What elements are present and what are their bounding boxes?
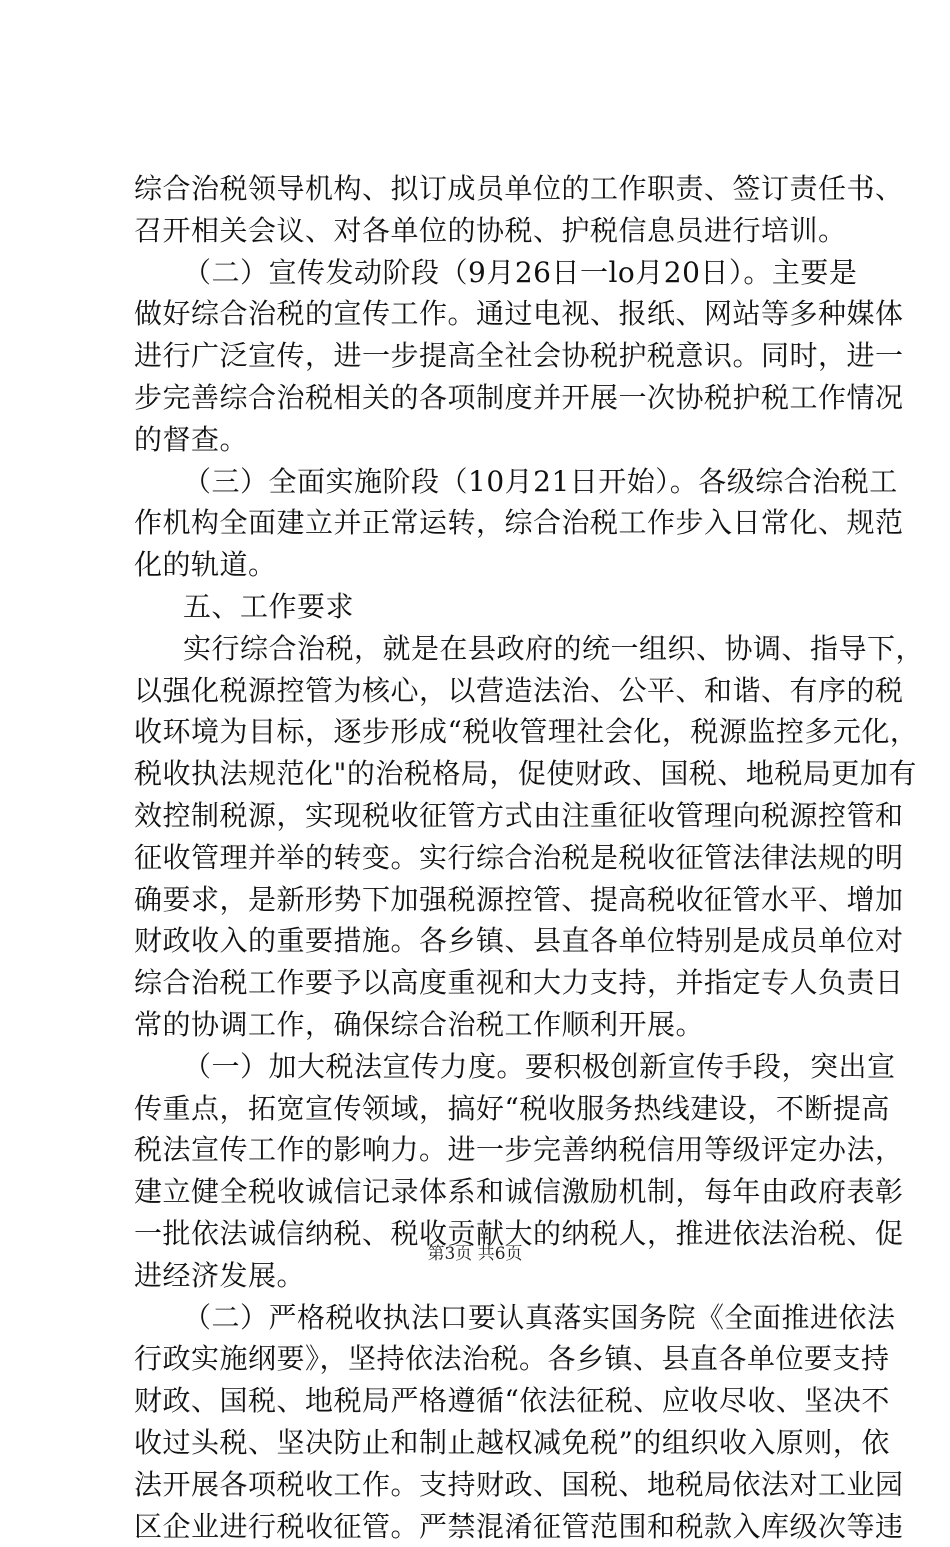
text-line: 效控制税源，实现税收征管方式由注重征收管理向税源控管和 bbox=[134, 795, 834, 837]
text-line: 实行综合治税，就是在县政府的统一组织、协调、指导下， bbox=[134, 628, 834, 670]
text-line: 进经济发展。 bbox=[134, 1255, 834, 1297]
text-line: （二）严格税收执法口要认真落实国务院《全面推进依法 bbox=[134, 1297, 834, 1339]
text-line: 税收执法规范化"的治税格局，促使财政、国税、地税局更加有 bbox=[134, 753, 834, 795]
text-line: 建立健全税收诚信记录体系和诚信激励机制，每年由政府表彰 bbox=[134, 1171, 834, 1213]
text-line: 税法宣传工作的影响力。进一步完善纳税信用等级评定办法， bbox=[134, 1129, 834, 1171]
text-line: 征收管理并举的转变。实行综合治税是税收征管法律法规的明 bbox=[134, 837, 834, 879]
text-line: 收环境为目标，逐步形成“税收管理社会化，税源监控多元化， bbox=[134, 711, 834, 753]
text-line: 综合治税工作要予以高度重视和大力支持，并指定专人负责日 bbox=[134, 962, 834, 1004]
document-body bbox=[134, 168, 834, 1547]
text-line: 法开展各项税收工作。支持财政、国税、地税局依法对工业园 bbox=[134, 1464, 834, 1506]
text-line: 五、工作要求 bbox=[134, 586, 834, 628]
text-line: 一批依法诚信纳税、税收贡献大的纳税人，推进依法治税、促 bbox=[134, 1213, 834, 1255]
page-footer: 第3页 共6页 bbox=[0, 1239, 950, 1264]
text-line: 收过头税、坚决防止和制止越权减免税”的组织收入原则，依 bbox=[134, 1422, 834, 1464]
text-line: 作机构全面建立并正常运转，综合治税工作步入日常化、规范 bbox=[134, 502, 834, 544]
text-line: 传重点，拓宽宣传领域，搞好“税收服务热线建设，不断提高 bbox=[134, 1088, 834, 1130]
text-line: 财政、国税、地税局严格遵循“依法征税、应收尽收、坚决不 bbox=[134, 1380, 834, 1422]
text-line: 常的协调工作，确保综合治税工作顺利开展。 bbox=[134, 1004, 834, 1046]
text-line: 步完善综合治税相关的各项制度并开展一次协税护税工作情况 bbox=[134, 377, 834, 419]
text-line: （一）加大税法宣传力度。要积极创新宣传手段，突出宣 bbox=[134, 1046, 834, 1088]
text-line: 区企业进行税收征管。严禁混淆征管范围和税款入库级次等违 bbox=[134, 1506, 834, 1547]
text-line: 确要求，是新形势下加强税源控管、提高税收征管水平、增加 bbox=[134, 879, 834, 921]
text-line: 的督查。 bbox=[134, 419, 834, 461]
text-line: 做好综合治税的宣传工作。通过电视、报纸、网站等多种媒体 bbox=[134, 293, 834, 335]
text-line: 综合治税领导机构、拟订成员单位的工作职责、签订责任书、 bbox=[134, 168, 834, 210]
text-line: 进行广泛宣传，进一步提高全社会协税护税意识。同时，进一 bbox=[134, 335, 834, 377]
text-line: 化的轨道。 bbox=[134, 544, 834, 586]
text-line: （二）宣传发动阶段（9月26日一lo月20日）。主要是 bbox=[134, 252, 834, 294]
text-line: （三）全面实施阶段（10月21日开始）。各级综合治税工 bbox=[134, 461, 834, 503]
text-line: 财政收入的重要措施。各乡镇、县直各单位特别是成员单位对 bbox=[134, 920, 834, 962]
text-line: 以强化税源控管为核心，以营造法治、公平、和谐、有序的税 bbox=[134, 670, 834, 712]
text-line: 召开相关会议、对各单位的协税、护税信息员进行培训。 bbox=[134, 210, 834, 252]
text-line: 行政实施纲要》，坚持依法治税。各乡镇、县直各单位要支持 bbox=[134, 1338, 834, 1380]
